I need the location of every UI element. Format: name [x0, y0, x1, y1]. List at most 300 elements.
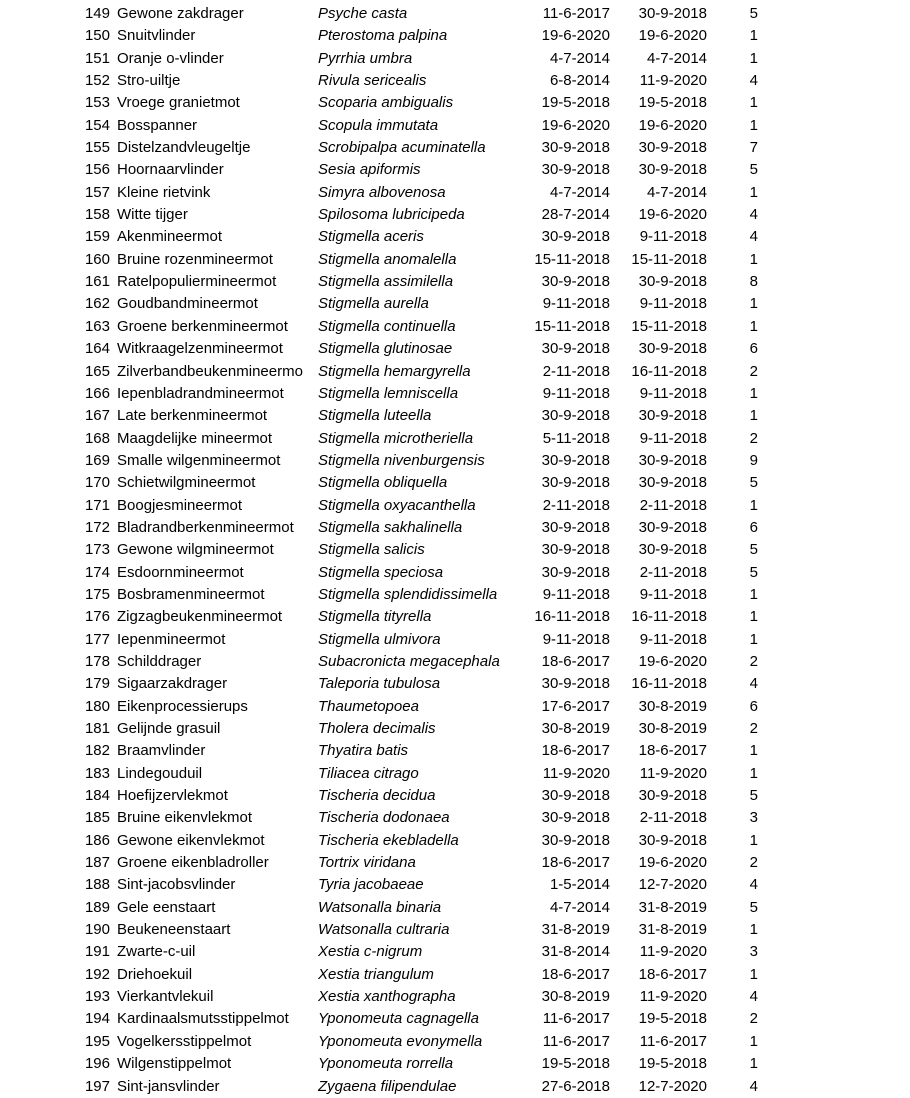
- table-row: [0, 830, 910, 852]
- row-number: 151: [84, 49, 110, 67]
- observation-count: 4: [749, 228, 758, 246]
- dutch-name: Sint-jansvlinder: [117, 1077, 220, 1095]
- first-date: 4-7-2014: [549, 49, 610, 67]
- latin-name: Stigmella lemniscella: [318, 384, 459, 402]
- last-date: 31-8-2019: [638, 921, 707, 939]
- row-number: 180: [84, 697, 110, 715]
- first-date: 18-6-2017: [541, 854, 610, 872]
- dutch-name: Gewone wilgmineermot: [117, 541, 274, 559]
- first-date: 18-6-2017: [541, 965, 610, 983]
- table-row: [0, 226, 910, 248]
- row-number: 174: [84, 563, 110, 581]
- observation-count: 2: [749, 854, 758, 872]
- observation-count: 2: [749, 362, 758, 380]
- dutch-name: Bosspanner: [117, 116, 198, 134]
- last-date: 19-6-2020: [638, 652, 707, 670]
- observation-count: 1: [749, 764, 758, 782]
- first-date: 4-7-2014: [549, 898, 610, 916]
- last-date: 9-11-2018: [639, 228, 707, 246]
- dutch-name: Zigzagbeukenmineermot: [117, 608, 283, 626]
- table-row: [0, 629, 910, 651]
- latin-name: Pyrrhia umbra: [318, 49, 413, 67]
- latin-name: Rivula sericealis: [318, 72, 427, 90]
- table-row: [0, 584, 910, 606]
- last-date: 12-7-2020: [638, 1077, 707, 1095]
- row-number: 173: [84, 541, 110, 559]
- latin-name: Spilosoma lubricipeda: [318, 206, 465, 224]
- table-row: [0, 785, 910, 807]
- observation-count: 1: [749, 1055, 758, 1073]
- dutch-name: Wilgenstippelmot: [117, 1055, 232, 1073]
- table-row: [0, 428, 910, 450]
- first-date: 4-7-2014: [549, 183, 610, 201]
- row-number: 178: [84, 652, 110, 670]
- table-row: [0, 941, 910, 963]
- last-date: 4-7-2014: [646, 183, 707, 201]
- dutch-name: Bosbramenmineermot: [117, 585, 265, 603]
- latin-name: Watsonalla cultraria: [318, 921, 450, 939]
- first-date: 30-9-2018: [541, 474, 610, 492]
- latin-name: Yponomeuta rorrella: [318, 1055, 454, 1073]
- dutch-name: Witkraagelzenmineermot: [117, 340, 283, 358]
- observation-count: 2: [749, 429, 758, 447]
- dutch-name: Witte tijger: [117, 206, 188, 224]
- first-date: 19-6-2020: [541, 27, 610, 45]
- dutch-name: Goudbandmineermot: [117, 295, 258, 313]
- row-number: 192: [84, 965, 110, 983]
- observation-count: 7: [749, 139, 758, 157]
- dutch-name: Sigaarzakdrager: [117, 675, 228, 693]
- latin-name: Yponomeuta evonymella: [318, 1032, 483, 1050]
- first-date: 30-9-2018: [541, 541, 610, 559]
- observation-count: 5: [749, 563, 758, 581]
- latin-name: Simyra albovenosa: [318, 183, 446, 201]
- last-date: 19-6-2020: [638, 854, 707, 872]
- latin-name: Stigmella ulmivora: [318, 630, 441, 648]
- first-date: 5-11-2018: [542, 429, 610, 447]
- table-row: [0, 919, 910, 941]
- table-row: [0, 204, 910, 226]
- observation-count: 4: [749, 876, 758, 894]
- observation-count: 1: [749, 384, 758, 402]
- last-date: 19-6-2020: [638, 27, 707, 45]
- last-date: 19-5-2018: [638, 1055, 707, 1073]
- dutch-name: Boogjesmineermot: [117, 496, 243, 514]
- observation-count: 4: [749, 72, 758, 90]
- latin-name: Xestia xanthographa: [318, 988, 456, 1006]
- last-date: 30-9-2018: [638, 340, 707, 358]
- row-number: 179: [84, 675, 110, 693]
- last-date: 19-5-2018: [638, 94, 707, 112]
- latin-name: Thyatira batis: [318, 742, 409, 760]
- first-date: 2-11-2018: [542, 496, 610, 514]
- table-row: [0, 293, 910, 315]
- row-number: 186: [84, 831, 110, 849]
- table-row: [0, 807, 910, 829]
- table-row: [0, 606, 910, 628]
- first-date: 30-9-2018: [541, 407, 610, 425]
- table-row: [0, 70, 910, 92]
- first-date: 16-11-2018: [534, 608, 610, 626]
- table-row: [0, 338, 910, 360]
- row-number: 168: [84, 429, 110, 447]
- dutch-name: Beukeneenstaart: [117, 921, 231, 939]
- last-date: 30-9-2018: [638, 518, 707, 536]
- latin-name: Stigmella glutinosae: [318, 340, 453, 358]
- row-number: 160: [84, 250, 110, 268]
- observation-count: 8: [749, 273, 758, 291]
- row-number: 165: [84, 362, 110, 380]
- table-row: [0, 763, 910, 785]
- dutch-name: Driehoekuil: [117, 965, 193, 983]
- row-number: 149: [84, 5, 110, 22]
- table-row: [0, 696, 910, 718]
- observation-count: 4: [749, 675, 758, 693]
- observation-count: 1: [749, 742, 758, 760]
- row-number: 150: [84, 27, 110, 45]
- table-row: [0, 562, 910, 584]
- dutch-name: Bruine eikenvlekmot: [117, 809, 253, 827]
- table-row: [0, 450, 910, 472]
- latin-name: Tholera decimalis: [318, 720, 436, 737]
- observation-count: 1: [749, 317, 758, 335]
- last-date: 11-9-2020: [639, 943, 707, 961]
- table-row: [0, 405, 910, 427]
- dutch-name: Gelijnde grasuil: [117, 720, 221, 737]
- table-row: [0, 316, 910, 338]
- last-date: 9-11-2018: [639, 585, 707, 603]
- first-date: 15-11-2018: [534, 250, 610, 268]
- last-date: 30-9-2018: [638, 407, 707, 425]
- table-row: [0, 740, 910, 762]
- first-date: 30-9-2018: [541, 563, 610, 581]
- latin-name: Tischeria dodonaea: [318, 809, 450, 827]
- first-date: 31-8-2019: [541, 921, 610, 939]
- first-date: 2-11-2018: [542, 362, 610, 380]
- observation-count: 5: [749, 5, 758, 22]
- observation-count: 1: [749, 831, 758, 849]
- last-date: 30-9-2018: [638, 451, 707, 469]
- first-date: 27-6-2018: [541, 1077, 610, 1095]
- last-date: 30-9-2018: [638, 541, 707, 559]
- table-row: [0, 517, 910, 539]
- row-number: 189: [84, 898, 110, 916]
- table-row: [0, 361, 910, 383]
- dutch-name: Zilverbandbeukenmineermo: [117, 362, 303, 380]
- last-date: 2-11-2018: [639, 563, 707, 581]
- last-date: 16-11-2018: [631, 362, 707, 380]
- table-row: [0, 1053, 910, 1075]
- latin-name: Watsonalla binaria: [318, 898, 442, 916]
- last-date: 18-6-2017: [638, 965, 707, 983]
- row-number: 154: [84, 116, 110, 134]
- observation-count: 9: [749, 451, 758, 469]
- observation-count: 3: [749, 943, 758, 961]
- latin-name: Subacronicta megacephala: [318, 652, 500, 670]
- dutch-name: Late berkenmineermot: [117, 407, 268, 425]
- row-number: 166: [84, 384, 110, 402]
- last-date: 30-8-2019: [638, 697, 707, 715]
- latin-name: Taleporia tubulosa: [318, 675, 441, 693]
- observation-count: 6: [749, 340, 758, 358]
- row-number: 153: [84, 94, 110, 112]
- dutch-name: Sint-jacobsvlinder: [117, 876, 236, 894]
- latin-name: Psyche casta: [318, 5, 408, 22]
- last-date: 2-11-2018: [639, 809, 707, 827]
- table-row: [0, 718, 910, 740]
- latin-name: Stigmella nivenburgensis: [318, 451, 485, 469]
- observation-count: 2: [749, 1010, 758, 1028]
- observation-count: 1: [749, 630, 758, 648]
- dutch-name: Ratelpopuliermineermot: [117, 273, 277, 291]
- latin-name: Tischeria ekebladella: [318, 831, 459, 849]
- observation-count: 1: [749, 496, 758, 514]
- observation-count: 1: [749, 1032, 758, 1050]
- latin-name: Stigmella sakhalinella: [318, 518, 463, 536]
- first-date: 9-11-2018: [542, 295, 610, 313]
- row-number: 194: [84, 1010, 110, 1028]
- row-number: 191: [84, 943, 110, 961]
- dutch-name: Lindegouduil: [117, 764, 203, 782]
- row-number: 171: [84, 496, 110, 514]
- table-row: [0, 25, 910, 47]
- last-date: 30-9-2018: [638, 5, 707, 22]
- observation-count: 1: [749, 407, 758, 425]
- dutch-name: Groene eikenbladroller: [117, 854, 269, 872]
- latin-name: Scopula immutata: [318, 116, 439, 134]
- observation-count: 6: [749, 518, 758, 536]
- dutch-name: Iepenbladrandmineermot: [117, 384, 284, 402]
- dutch-name: Oranje o-vlinder: [117, 49, 224, 67]
- first-date: 6-8-2014: [549, 72, 610, 90]
- observation-count: 5: [749, 541, 758, 559]
- first-date: 9-11-2018: [542, 585, 610, 603]
- table-row: [0, 92, 910, 114]
- first-date: 1-5-2014: [549, 876, 610, 894]
- table-row: [0, 159, 910, 181]
- row-number: 170: [84, 474, 110, 492]
- first-date: 19-6-2020: [541, 116, 610, 134]
- first-date: 30-9-2018: [541, 228, 610, 246]
- latin-name: Xestia c-nigrum: [318, 943, 423, 961]
- dutch-name: Iepenmineermot: [117, 630, 226, 648]
- last-date: 2-11-2018: [639, 496, 707, 514]
- observation-count: 5: [749, 161, 758, 179]
- dutch-name: Groene berkenmineermot: [117, 317, 288, 335]
- dutch-name: Zwarte-c-uil: [117, 943, 196, 961]
- latin-name: Tischeria decidua: [318, 787, 436, 805]
- table-row: [0, 182, 910, 204]
- dutch-name: Vierkantvlekuil: [117, 988, 214, 1006]
- table-row: [0, 539, 910, 561]
- first-date: 11-9-2020: [542, 764, 610, 782]
- row-number: 176: [84, 608, 110, 626]
- row-number: 157: [84, 183, 110, 201]
- first-date: 28-7-2014: [541, 206, 610, 224]
- last-date: 16-11-2018: [631, 675, 707, 693]
- table-row: [0, 1031, 910, 1053]
- dutch-name: Vroege granietmot: [117, 94, 240, 112]
- first-date: 30-9-2018: [541, 273, 610, 291]
- latin-name: Stigmella aurella: [318, 295, 429, 313]
- observation-count: 4: [749, 988, 758, 1006]
- row-number: 183: [84, 764, 110, 782]
- table-row: [0, 897, 910, 919]
- first-date: 17-6-2017: [541, 697, 610, 715]
- row-number: 181: [84, 720, 110, 737]
- observation-count: 1: [749, 608, 758, 626]
- first-date: 31-8-2014: [541, 943, 610, 961]
- last-date: 16-11-2018: [631, 608, 707, 626]
- dutch-name: Schilddrager: [117, 652, 202, 670]
- table-row: [0, 964, 910, 986]
- last-date: 18-6-2017: [638, 742, 707, 760]
- last-date: 9-11-2018: [639, 429, 707, 447]
- latin-name: Stigmella speciosa: [318, 563, 444, 581]
- table-row: [0, 271, 910, 293]
- first-date: 18-6-2017: [541, 652, 610, 670]
- observation-count: 1: [749, 116, 758, 134]
- table-row: [0, 115, 910, 137]
- table-row: [0, 673, 910, 695]
- first-date: 30-9-2018: [541, 787, 610, 805]
- last-date: 11-6-2017: [639, 1032, 707, 1050]
- last-date: 9-11-2018: [639, 295, 707, 313]
- dutch-name: Stro-uiltje: [117, 72, 181, 90]
- latin-name: Scoparia ambigualis: [318, 94, 454, 112]
- first-date: 19-5-2018: [541, 1055, 610, 1073]
- dutch-name: Kardinaalsmutsstippelmot: [117, 1010, 289, 1028]
- first-date: 11-6-2017: [542, 1032, 610, 1050]
- latin-name: Stigmella tityrella: [318, 608, 432, 626]
- row-number: 197: [84, 1077, 110, 1095]
- observation-count: 1: [749, 27, 758, 45]
- observation-count: 1: [749, 921, 758, 939]
- observation-count: 5: [749, 474, 758, 492]
- last-date: 11-9-2020: [639, 72, 707, 90]
- dutch-name: Vogelkersstippelmot: [117, 1032, 252, 1050]
- row-number: 159: [84, 228, 110, 246]
- observation-count: 5: [749, 898, 758, 916]
- latin-name: Stigmella obliquella: [318, 474, 448, 492]
- latin-name: Stigmella salicis: [318, 541, 425, 559]
- row-number: 156: [84, 161, 110, 179]
- latin-name: Stigmella oxyacanthella: [318, 496, 476, 514]
- table-row: [0, 383, 910, 405]
- first-date: 19-5-2018: [541, 94, 610, 112]
- last-date: 11-9-2020: [639, 988, 707, 1006]
- latin-name: Stigmella luteella: [318, 407, 432, 425]
- table-row: [0, 48, 910, 70]
- first-date: 30-9-2018: [541, 451, 610, 469]
- observation-count: 2: [749, 720, 758, 737]
- dutch-name: Esdoornmineermot: [117, 563, 244, 581]
- observation-count: 1: [749, 295, 758, 313]
- dutch-name: Hoornaarvlinder: [117, 161, 224, 179]
- last-date: 19-6-2020: [638, 206, 707, 224]
- table-row: [0, 852, 910, 874]
- observation-count: 6: [749, 697, 758, 715]
- dutch-name: Smalle wilgenmineermot: [117, 451, 281, 469]
- table-row: [0, 137, 910, 159]
- first-date: 30-9-2018: [541, 809, 610, 827]
- last-date: 15-11-2018: [631, 250, 707, 268]
- row-number: 187: [84, 854, 110, 872]
- table-row: [0, 1008, 910, 1030]
- first-date: 18-6-2017: [541, 742, 610, 760]
- dutch-name: Bladrandberkenmineermot: [117, 518, 294, 536]
- first-date: 30-9-2018: [541, 139, 610, 157]
- first-date: 30-9-2018: [541, 518, 610, 536]
- row-number: 195: [84, 1032, 110, 1050]
- dutch-name: Gele eenstaart: [117, 898, 216, 916]
- dutch-name: Maagdelijke mineermot: [117, 429, 273, 447]
- dutch-name: Snuitvlinder: [117, 27, 196, 45]
- latin-name: Tiliacea citrago: [318, 764, 419, 782]
- dutch-name: Eikenprocessierups: [117, 697, 248, 715]
- row-number: 162: [84, 295, 110, 313]
- table-row: [0, 986, 910, 1008]
- last-date: 15-11-2018: [631, 317, 707, 335]
- last-date: 30-9-2018: [638, 273, 707, 291]
- row-number: 155: [84, 139, 110, 157]
- latin-name: Xestia triangulum: [318, 965, 434, 983]
- observation-count: 4: [749, 206, 758, 224]
- dutch-name: Kleine rietvink: [117, 183, 211, 201]
- latin-name: Stigmella splendidissimella: [318, 585, 498, 603]
- dutch-name: Schietwilgmineermot: [117, 474, 256, 492]
- latin-name: Stigmella assimilella: [318, 273, 454, 291]
- row-number: 169: [84, 451, 110, 469]
- latin-name: Zygaena filipendulae: [318, 1077, 457, 1095]
- first-date: 30-8-2019: [541, 988, 610, 1006]
- observation-count: 5: [749, 787, 758, 805]
- first-date: 30-9-2018: [541, 340, 610, 358]
- dutch-name: Gewone zakdrager: [117, 5, 244, 22]
- table-row: [0, 874, 910, 896]
- table-row: [0, 249, 910, 271]
- latin-name: Yponomeuta cagnagella: [318, 1010, 479, 1028]
- table-row: [0, 651, 910, 673]
- last-date: 30-9-2018: [638, 474, 707, 492]
- observation-count: 1: [749, 49, 758, 67]
- table-row: [0, 3, 910, 25]
- row-number: 158: [84, 206, 110, 224]
- observation-count: 1: [749, 183, 758, 201]
- observation-count: 1: [749, 585, 758, 603]
- first-date: 30-9-2018: [541, 675, 610, 693]
- latin-name: Stigmella anomalella: [318, 250, 457, 268]
- observation-count: 1: [749, 94, 758, 112]
- last-date: 9-11-2018: [639, 630, 707, 648]
- table-row: [0, 495, 910, 517]
- latin-name: Scrobipalpa acuminatella: [318, 139, 486, 157]
- first-date: 9-11-2018: [542, 384, 610, 402]
- row-number: 190: [84, 921, 110, 939]
- latin-name: Tyria jacobaeae: [318, 876, 424, 894]
- last-date: 4-7-2014: [646, 49, 707, 67]
- latin-name: Tortrix viridana: [318, 854, 416, 872]
- last-date: 12-7-2020: [638, 876, 707, 894]
- latin-name: Sesia apiformis: [318, 161, 421, 179]
- row-number: 188: [84, 876, 110, 894]
- first-date: 11-6-2017: [542, 1010, 610, 1028]
- row-number: 172: [84, 518, 110, 536]
- latin-name: Stigmella aceris: [318, 228, 424, 246]
- dutch-name: Hoefijzervlekmot: [117, 787, 228, 805]
- observation-count: 1: [749, 965, 758, 983]
- last-date: 30-9-2018: [638, 787, 707, 805]
